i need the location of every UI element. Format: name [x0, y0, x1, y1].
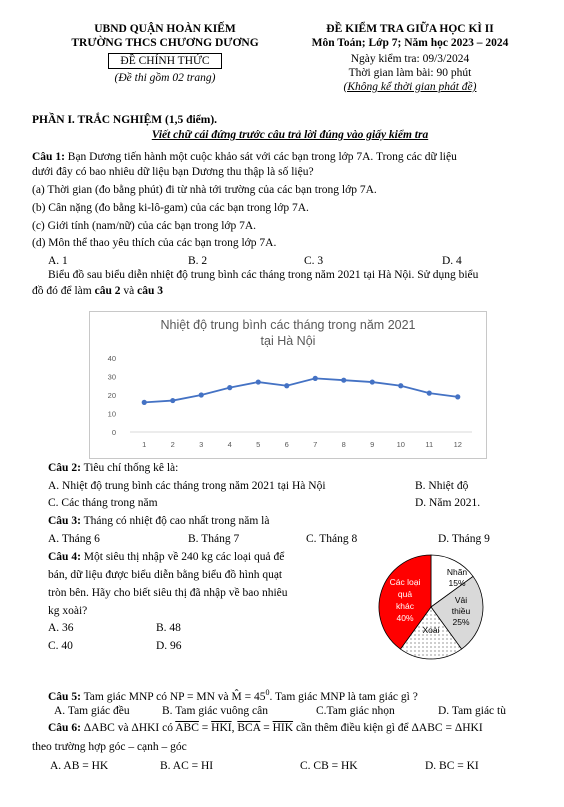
temperature-point — [199, 392, 204, 397]
temperature-point — [142, 400, 147, 405]
q1-option-a: A. 1 — [48, 255, 68, 267]
q3-option-d: D. Tháng 9 — [438, 533, 490, 545]
q1-text-line2: dưới đây có bao nhiêu dữ liệu bạn Dương thu thập là số liệu? — [32, 166, 314, 178]
y-tick-label: 0 — [111, 428, 116, 437]
x-tick-label: 2 — [170, 440, 175, 449]
q6-text-line1: Câu 6: ΔABC và ΔHKI có $\overline{ABC} = \overline{HKI}$, $\overline{BCA} = \overline{HIK}$ cần thêm điều kiện gì để ΔABC = ΔHKI — [48, 722, 483, 734]
q1-text-line1: Câu 1: Bạn Dương tiến hành một cuộc khảo sát với các bạn trong lớp 7A. Trong các dữ liệu — [32, 151, 457, 163]
temperature-point — [427, 391, 432, 396]
section-instruction: Viết chữ cái đứng trước câu trả lời đúng vào giấy kiểm tra — [151, 129, 429, 141]
q4-option-d: D. 96 — [156, 640, 182, 652]
x-tick-label: 7 — [313, 440, 318, 449]
temperature-point — [341, 378, 346, 383]
x-tick-label: 4 — [227, 440, 232, 449]
x-tick-label: 3 — [199, 440, 204, 449]
school-name: TRƯỜNG THCS CHƯƠNG DƯƠNG — [71, 37, 259, 49]
temperature-series-line — [144, 378, 458, 402]
q5-option-c: C.Tam giác nhọn — [316, 705, 395, 717]
q6-option-c: C. CB = HK — [300, 760, 358, 772]
chart-intro-line1: Biểu đồ sau biểu diễn nhiệt độ trung bình các tháng trong năm 2021 tại Hà Nội. Sử dụng biểu — [48, 269, 479, 281]
temperature-point — [256, 379, 261, 384]
q3-option-c: C. Tháng 8 — [306, 533, 358, 545]
school-district: UBND QUẬN HOÀN KIẾM — [94, 23, 236, 35]
q2-option-d: D. Năm 2021. — [415, 497, 481, 509]
q1-option-c: C. 3 — [304, 255, 324, 267]
exam-date: Ngày kiểm tra: 09/3/2024 — [350, 53, 470, 65]
q5-option-b: B. Tam giác vuông cân — [162, 705, 268, 717]
exam-duration: Thời gian làm bài: 90 phút — [348, 67, 472, 79]
q6-option-d: D. BC = KI — [425, 760, 479, 772]
pie-label-khac-2: quả — [397, 589, 413, 599]
q4-text-line1: Câu 4: Một siêu thị nhập về 240 kg các loại quả để — [48, 551, 285, 563]
q6-option-b: B. AC = HI — [160, 760, 214, 772]
q6-option-a: A. AB = HK — [50, 760, 109, 772]
q1-item: (d) Môn thể thao yêu thích của các bạn trong lớp 7A. — [32, 237, 277, 249]
q5-option-d: D. Tam giác tù — [438, 705, 506, 717]
x-tick-label: 8 — [341, 440, 346, 449]
fruit-pie-chart — [377, 553, 485, 661]
pie-label-khac: Các loại — [389, 577, 421, 587]
chart-intro-line2: đồ đó để làm câu 2 và câu 3 — [32, 285, 163, 297]
section-title: PHẦN I. TRẮC NGHIỆM (1,5 điểm). — [32, 114, 218, 126]
q5-option-a: A. Tam giác đều — [54, 705, 130, 717]
official-label: ĐỀ CHÍNH THỨC — [108, 53, 222, 69]
temperature-point — [227, 385, 232, 390]
q4-text-line4: kg xoài? — [48, 605, 88, 617]
q4-option-c: C. 40 — [48, 640, 73, 652]
temperature-point — [398, 383, 403, 388]
q4-option-b: B. 48 — [156, 622, 181, 634]
q4-option-a: A. 36 — [48, 622, 74, 634]
temperature-chart-svg — [90, 312, 486, 458]
q1-item: (a) Thời gian (đo bằng phút) đi từ nhà tới trường của các bạn trong lớp 7A. — [32, 184, 377, 196]
q2-text: Câu 2: Tiêu chí thống kê là: — [48, 462, 179, 474]
y-tick-label: 20 — [107, 391, 116, 400]
x-tick-label: 10 — [396, 440, 405, 449]
q2-option-a: A. Nhiệt độ trung bình các tháng trong năm 2021 tại Hà Nội — [48, 480, 326, 492]
x-tick-label: 1 — [142, 440, 147, 449]
temperature-point — [313, 376, 318, 381]
temperature-point — [170, 398, 175, 403]
q2-option-b: B. Nhiệt độ — [415, 480, 469, 492]
q3-option-a: A. Tháng 6 — [48, 533, 100, 545]
pie-label-khac-pct: 40% — [396, 613, 414, 623]
y-tick-label: 30 — [107, 372, 116, 382]
temperature-point — [370, 379, 375, 384]
pie-label-nhan-pct: 15% — [448, 578, 466, 588]
temperature-point — [284, 383, 289, 388]
y-tick-label: 10 — [107, 409, 116, 419]
exam-title: ĐỀ KIỂM TRA GIỮA HỌC KÌ II — [326, 23, 494, 35]
fruit-pie-svg — [377, 553, 485, 661]
temperature-chart — [89, 311, 487, 459]
page-count: (Đề thi gồm 02 trang) — [114, 72, 216, 84]
q2-option-c: C. Các tháng trong năm — [48, 497, 158, 509]
q3-option-b: B. Tháng 7 — [188, 533, 240, 545]
q1-item: (b) Cân nặng (đo bằng ki-lô-gam) của các bạn trong lớp 7A. — [32, 202, 309, 214]
chart-title-line2: tại Hà Nội — [260, 334, 316, 348]
exam-note: (Không kể thời gian phát đề) — [343, 81, 477, 93]
x-tick-label: 9 — [370, 440, 375, 449]
q1-option-b: B. 2 — [188, 255, 208, 267]
pie-label-xoai: Xoài — [422, 625, 440, 635]
pie-label-nhan: Nhãn — [446, 567, 468, 577]
q4-text-line2: bán, dữ liệu được biểu diễn bằng biểu đồ hình quạt — [48, 569, 283, 581]
x-tick-label: 11 — [425, 440, 434, 449]
q5-text: Câu 5: Tam giác MNP có NP = MN và M̂ = $45^0$. Tam giác MNP là tam giác gì ? — [48, 688, 418, 703]
x-tick-label: 12 — [453, 440, 462, 449]
pie-label-vai-2: thiều — [451, 606, 471, 616]
x-tick-label: 6 — [284, 440, 289, 449]
pie-label-khac-3: khác — [396, 601, 414, 611]
q6-text-line2: theo trường hợp góc – cạnh – góc — [32, 741, 187, 753]
q4-text-line3: tròn bên. Hãy cho biết siêu thị đã nhập về bao nhiêu — [48, 587, 288, 599]
pie-label-vai: Vải — [454, 595, 468, 605]
x-tick-label: 5 — [256, 440, 261, 449]
temperature-point — [455, 394, 460, 399]
q3-text: Câu 3: Tháng có nhiệt độ cao nhất trong năm là — [48, 515, 270, 527]
q1-option-d: D. 4 — [442, 255, 462, 267]
q1-item: (c) Giới tính (nam/nữ) của các bạn trong lớp 7A. — [32, 220, 257, 232]
chart-title-line1: Nhiệt độ trung bình các tháng trong năm 2021 — [160, 318, 416, 332]
pie-label-vai-pct: 25% — [452, 617, 470, 627]
exam-subject: Môn Toán; Lớp 7; Năm học 2023 – 2024 — [311, 37, 509, 49]
y-tick-label: 40 — [107, 354, 116, 363]
